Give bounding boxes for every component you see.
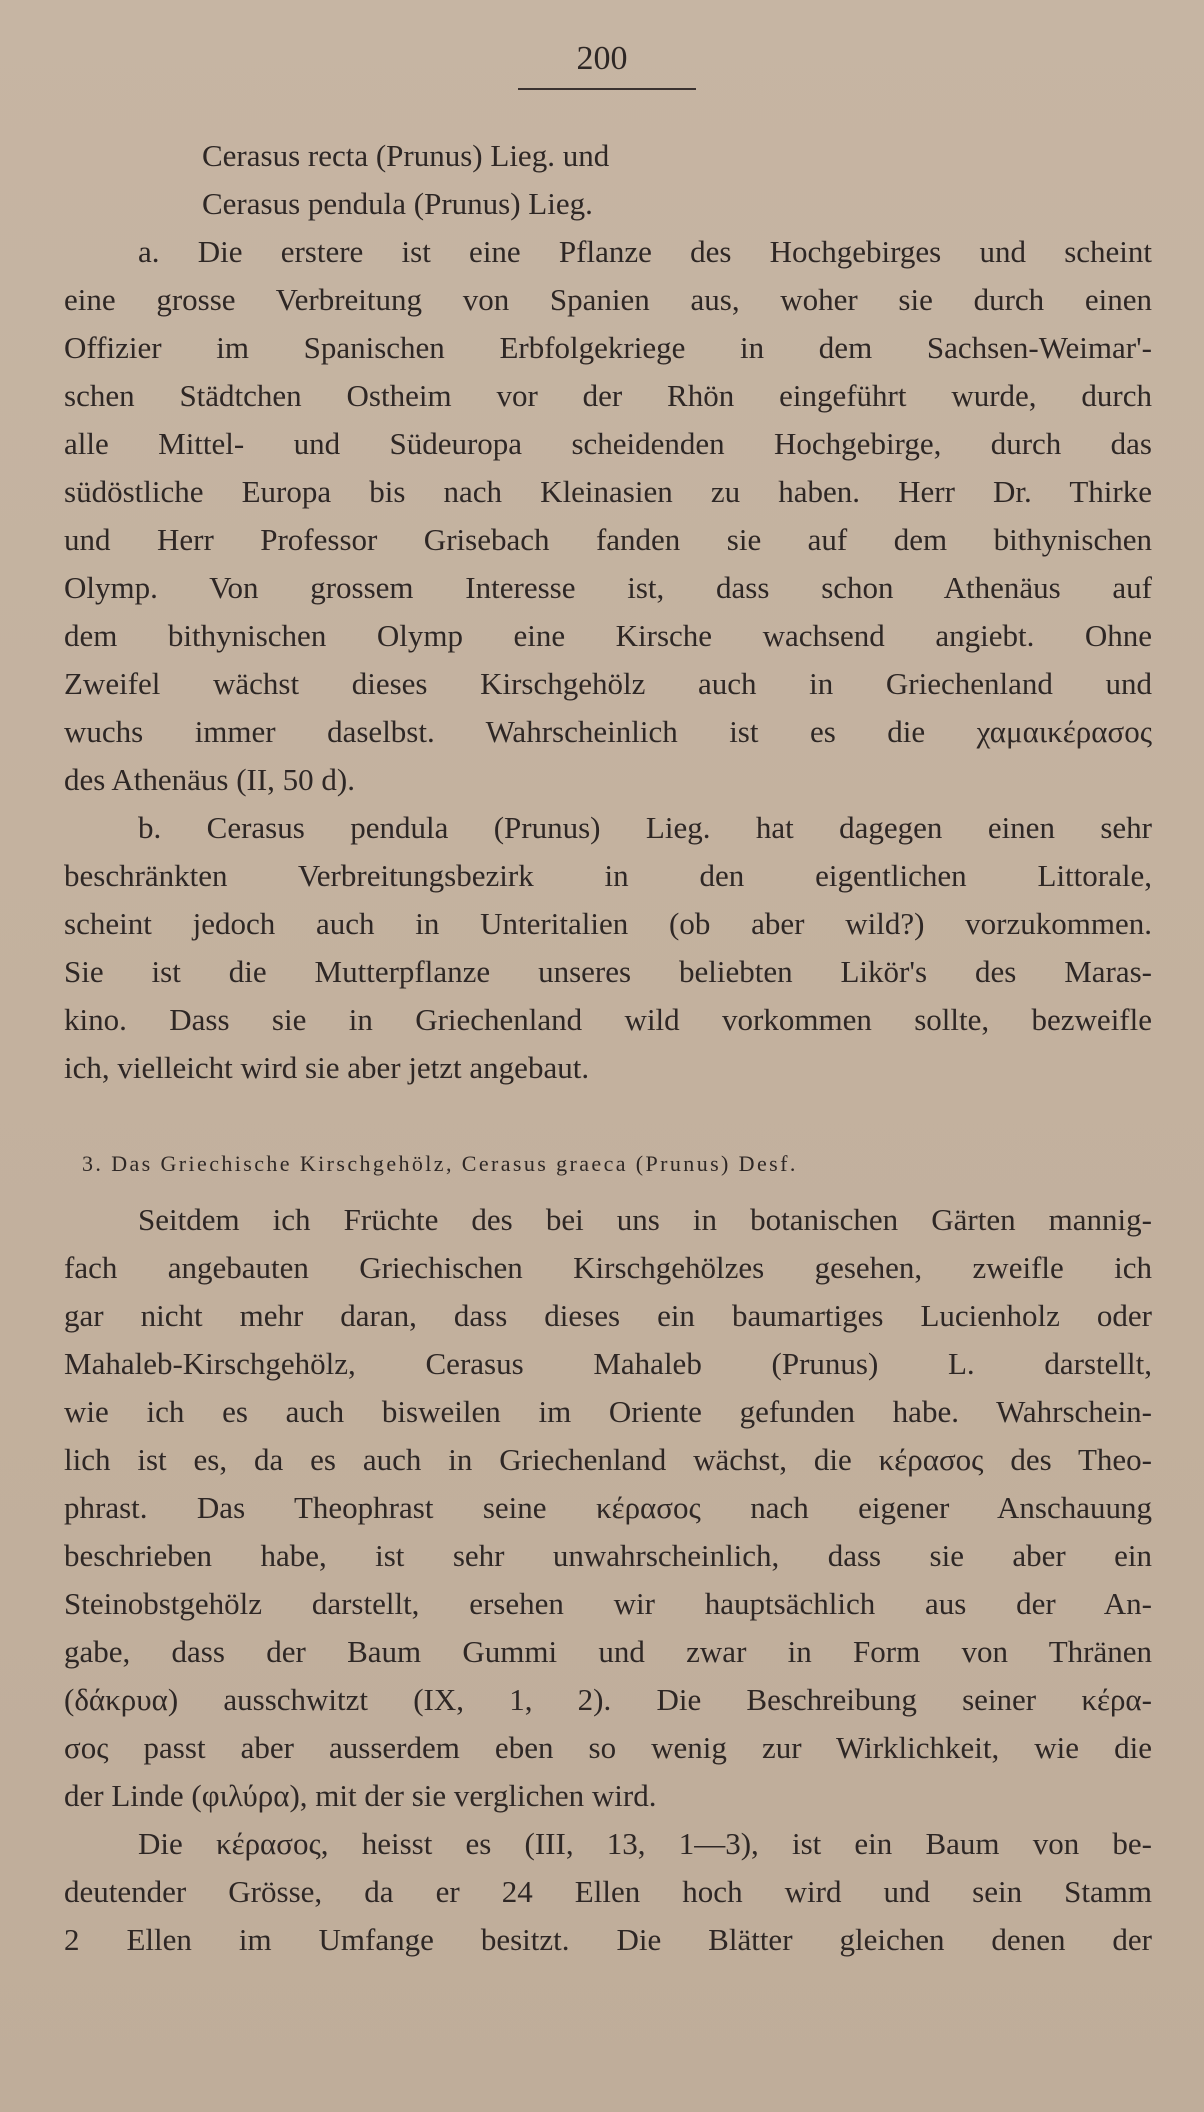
page-number: 200 xyxy=(576,40,628,77)
paragraph-line: beschränkten Verbreitungsbezirk in den eigentlichen Littorale, xyxy=(64,858,1152,893)
paragraph-line: fach angebauten Griechischen Kirschgehölzes gesehen, zweifle ich xyxy=(64,1250,1152,1285)
paragraph-line: Seitdem ich Früchte des bei uns in botanischen Gärten mannig- xyxy=(138,1202,1152,1237)
paragraph-line: dem bithynischen Olymp eine Kirsche wachsend angiebt. Ohne xyxy=(64,618,1152,653)
paragraph-line: Zweifel wächst dieses Kirschgehölz auch in Griechenland und xyxy=(64,666,1152,701)
paragraph-line: lich ist es, da es auch in Griechenland wächst, die κέρασος des Theo- xyxy=(64,1442,1152,1477)
paragraph-line: gar nicht mehr daran, dass dieses ein baumartiges Lucienholz oder xyxy=(64,1298,1152,1333)
section-heading: 3. Das Griechische Kirschgehölz, Cerasus graeca (Prunus) Desf. xyxy=(82,1151,798,1176)
paragraph-line: Steinobstgehölz darstellt, ersehen wir hauptsächlich aus der An- xyxy=(64,1586,1152,1621)
paragraph-line: 2 Ellen im Umfange besitzt. Die Blätter gleichen denen der xyxy=(64,1922,1152,1957)
paragraph-line: Offizier im Spanischen Erbfolgekriege in dem Sachsen-Weimar'- xyxy=(64,330,1152,365)
species-title: Cerasus pendula (Prunus) Lieg. xyxy=(202,186,593,221)
paragraph-line: Mahaleb-Kirschgehölz, Cerasus Mahaleb (Prunus) L. darstellt, xyxy=(64,1346,1152,1381)
paragraph-line: Die κέρασος, heisst es (III, 13, 1—3), ist ein Baum von be- xyxy=(138,1826,1152,1861)
paragraph-line: deutender Grösse, da er 24 Ellen hoch wird und sein Stamm xyxy=(64,1874,1152,1909)
paragraph-line: wuchs immer daselbst. Wahrscheinlich ist es die χαμαικέρασος xyxy=(64,714,1152,749)
paragraph-line: wie ich es auch bisweilen im Oriente gefunden habe. Wahrschein- xyxy=(64,1394,1152,1429)
paragraph-line: ich, vielleicht wird sie aber jetzt angebaut. xyxy=(64,1050,590,1085)
section-gap xyxy=(64,1092,1152,1142)
paragraph-line: kino. Dass sie in Griechenland wild vorkommen sollte, bezweifle xyxy=(64,1002,1152,1037)
paragraph-line: b. Cerasus pendula (Prunus) Lieg. hat dagegen einen sehr xyxy=(138,810,1152,845)
paragraph-line: und Herr Professor Grisebach fanden sie auf dem bithynischen xyxy=(64,522,1152,557)
paragraph-line: a. Die erstere ist eine Pflanze des Hochgebirges und scheint xyxy=(138,234,1152,269)
body-text xyxy=(64,132,1152,1964)
paragraph-line: schen Städtchen Ostheim vor der Rhön eingeführt wurde, durch xyxy=(64,378,1152,413)
paragraph-line: Sie ist die Mutterpflanze unseres beliebten Likör's des Maras- xyxy=(64,954,1152,989)
paragraph-line: Olymp. Von grossem Interesse ist, dass schon Athenäus auf xyxy=(64,570,1152,605)
species-title: Cerasus recta (Prunus) Lieg. und xyxy=(202,138,610,173)
paragraph-line: gabe, dass der Baum Gummi und zwar in Form von Thränen xyxy=(64,1634,1152,1669)
paragraph-line: (δάκρυα) ausschwitzt (IX, 1, 2). Die Beschreibung seiner κέρα- xyxy=(64,1682,1152,1717)
paragraph-line: alle Mittel- und Südeuropa scheidenden Hochgebirge, durch das xyxy=(64,426,1152,461)
paragraph-line: beschrieben habe, ist sehr unwahrscheinlich, dass sie aber ein xyxy=(64,1538,1152,1573)
paragraph-line: der Linde (φιλύρα), mit der sie verglichen wird. xyxy=(64,1778,657,1813)
page-number-rule xyxy=(518,88,696,90)
paragraph-line: σος passt aber ausserdem eben so wenig zur Wirklichkeit, wie die xyxy=(64,1730,1152,1765)
paragraph-line: scheint jedoch auch in Unteritalien (ob aber wild?) vorzukommen. xyxy=(64,906,1152,941)
paragraph-line: des Athenäus (II, 50 d). xyxy=(64,762,355,797)
paragraph-line: eine grosse Verbreitung von Spanien aus, woher sie durch einen xyxy=(64,282,1152,317)
paragraph-line: südöstliche Europa bis nach Kleinasien zu haben. Herr Dr. Thirke xyxy=(64,474,1152,509)
paragraph-line: phrast. Das Theophrast seine κέρασος nach eigener Anschauung xyxy=(64,1490,1152,1525)
